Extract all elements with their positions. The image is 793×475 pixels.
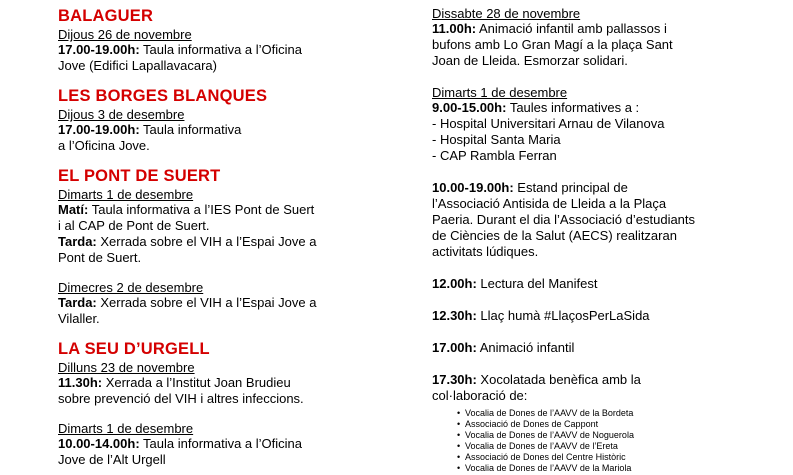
event-line xyxy=(58,295,388,311)
event-text: Taula informativa a l’Oficina xyxy=(139,42,303,57)
bullet-icon: • xyxy=(457,419,461,429)
event-line xyxy=(58,122,388,138)
event-text: Animació infantil amb pallassos i xyxy=(476,21,667,36)
event-date: Dimarts 1 de desembre xyxy=(58,421,194,436)
list-item: - Hospital Santa Maria xyxy=(432,132,561,147)
event-line: bufons amb Lo Gran Magí a la plaça Sant xyxy=(432,37,673,52)
event-line xyxy=(58,436,388,452)
list-item: - CAP Rambla Ferran xyxy=(432,148,557,163)
event-line xyxy=(432,180,782,196)
event-line: Joan de Lleida. Esmorzar solidari. xyxy=(432,53,628,68)
event-chocolate xyxy=(432,372,782,474)
event-text: Taula informativa a l’Oficina xyxy=(139,436,303,451)
event-line xyxy=(58,234,388,250)
event-time: 12.00h: xyxy=(432,276,477,291)
event-date: Dimarts 1 de desembre xyxy=(58,187,194,202)
event-line: activitats lúdiques. xyxy=(432,244,539,259)
event-manifest xyxy=(432,276,782,292)
event-date: Dimarts 1 de desembre xyxy=(432,85,568,100)
event-time: Tarda: xyxy=(58,295,97,310)
event-text: Xerrada sobre el VIH a l’Espai Jove a xyxy=(96,234,317,249)
event-time: 17.00h: xyxy=(432,340,477,355)
section-seu-urgell xyxy=(58,339,388,468)
bullet-icon: • xyxy=(457,408,461,418)
event-line: l’Associació Antisida de Lleida a la Plaça xyxy=(432,196,667,211)
event-date: Dijous 3 de desembre xyxy=(58,107,185,122)
event-tuesday xyxy=(432,85,782,164)
event-time: Tarda: xyxy=(58,234,97,249)
event-line: Pont de Suert. xyxy=(58,250,142,265)
event-date: Dimecres 2 de desembre xyxy=(58,280,204,295)
event-saturday xyxy=(432,6,782,69)
event-line xyxy=(432,372,782,388)
event-date: Dilluns 23 de novembre xyxy=(58,360,195,375)
event-text: Lectura del Manifest xyxy=(476,276,598,291)
event-line: Vilaller. xyxy=(58,311,100,326)
event-text: Animació infantil xyxy=(476,340,575,355)
event-time: 17.00-19.00h: xyxy=(58,122,140,137)
event-text: Xocolatada benèfica amb la xyxy=(476,372,641,387)
event-line: Jove (Edifici Lapallavacara) xyxy=(58,58,217,73)
section-borges-blanques xyxy=(58,86,388,154)
event-line: Paeria. Durant el dia l’Associació d’estudiants xyxy=(432,212,696,227)
event-line xyxy=(58,42,388,58)
event-text: Taula informativa xyxy=(139,122,242,137)
event-time: 10.00-19.00h: xyxy=(432,180,514,195)
event-time: 10.00-14.00h: xyxy=(58,436,140,451)
left-column xyxy=(58,6,388,468)
event-line xyxy=(58,202,388,218)
event-human-ribbon xyxy=(432,308,782,324)
event-line: de Ciències de la Salut (AECS) realitzaran xyxy=(432,228,677,243)
section-pont-de-suert xyxy=(58,166,388,327)
event-time: 17.30h: xyxy=(432,372,477,387)
event-line: sobre prevenció del VIH i altres infeccions. xyxy=(58,391,304,406)
event-stand xyxy=(432,180,782,260)
list-item: • Vocalia de Dones de l’AAVV de la Mariola xyxy=(457,463,632,473)
bullet-icon: • xyxy=(457,430,461,440)
event-line: i al CAP de Pont de Suert. xyxy=(58,218,210,233)
list-item: • Vocalia de Dones de l’AAVV de l’Ereta xyxy=(457,441,618,451)
event-text: Estand principal de xyxy=(513,180,628,195)
event-date: Dissabte 28 de novembre xyxy=(432,6,581,21)
bullet-icon: • xyxy=(457,452,461,462)
list-item: • Vocalia de Dones de l’AAVV de Noguerola xyxy=(457,430,634,440)
town-title: EL PONT DE SUERT xyxy=(58,167,221,185)
event-line xyxy=(58,375,388,391)
event-time: 9.00-15.00h: xyxy=(432,100,507,115)
collaborators-list xyxy=(432,408,782,474)
section-balaguer xyxy=(58,6,388,74)
event-text: Xerrada sobre el VIH a l’Espai Jove a xyxy=(96,295,317,310)
bullet-icon: • xyxy=(457,441,461,451)
event-text: Taules informatives a : xyxy=(506,100,640,115)
list-item: • Associació de Dones de Cappont xyxy=(457,419,599,429)
event-time: Matí: xyxy=(58,202,89,217)
town-title: LES BORGES BLANQUES xyxy=(58,87,268,105)
event-line xyxy=(432,100,782,116)
event-text: Xerrada a l’Institut Joan Brudieu xyxy=(102,375,291,390)
event-text: Llaç humà #LlaçosPerLaSida xyxy=(476,308,650,323)
town-title: BALAGUER xyxy=(58,7,154,25)
event-line: Jove de l’Alt Urgell xyxy=(58,452,166,467)
event-line: col·laboració de: xyxy=(432,388,528,403)
right-column xyxy=(432,6,782,474)
event-time: 17.00-19.00h: xyxy=(58,42,140,57)
event-kids-show xyxy=(432,340,782,356)
event-time: 12.30h: xyxy=(432,308,477,323)
event-line xyxy=(432,21,782,37)
list-item: - Hospital Universitari Arnau de Vilanova xyxy=(432,116,665,131)
event-date: Dijous 26 de novembre xyxy=(58,27,192,42)
list-item: • Vocalia de Dones de l’AAVV de la Bordeta xyxy=(457,408,634,418)
event-line: a l’Oficina Jove. xyxy=(58,138,150,153)
town-title: LA SEU D’URGELL xyxy=(58,340,210,358)
bullet-icon: • xyxy=(457,463,461,473)
list-item: • Associació de Dones del Centre Històric xyxy=(457,452,626,462)
event-time: 11.30h: xyxy=(58,375,103,390)
event-text: Taula informativa a l’IES Pont de Suert xyxy=(88,202,315,217)
event-time: 11.00h: xyxy=(432,21,477,36)
